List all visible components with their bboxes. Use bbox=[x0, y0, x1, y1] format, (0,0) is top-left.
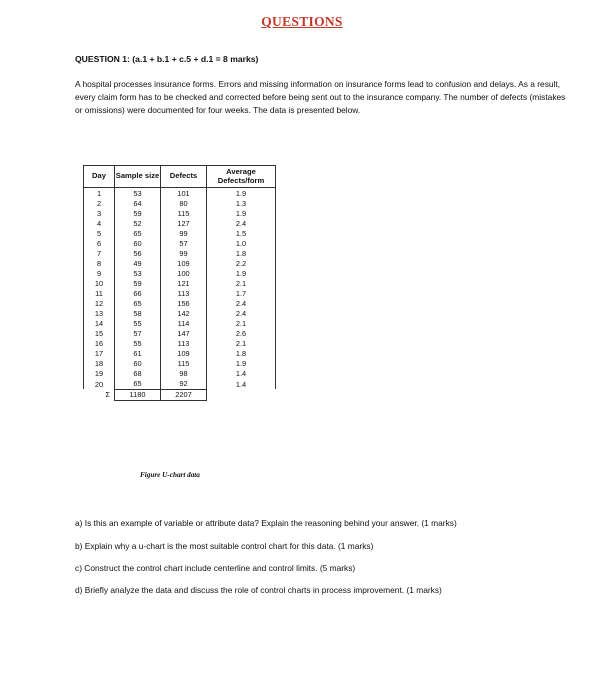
table-row bbox=[84, 288, 276, 298]
table-caption: Figure U-chart data bbox=[140, 471, 200, 479]
table-row bbox=[84, 339, 276, 349]
cell-average-defects: 1.9 bbox=[207, 208, 276, 218]
table-row bbox=[84, 278, 276, 288]
sum-symbol: Σ bbox=[105, 390, 110, 400]
cell-defects: 100 bbox=[161, 268, 207, 278]
cell-defects: 115 bbox=[161, 359, 207, 369]
cell-defects: 92 bbox=[161, 379, 207, 390]
table-row bbox=[84, 369, 276, 379]
cell-sample-size: 60 bbox=[115, 359, 161, 369]
header-day: Day bbox=[84, 166, 115, 188]
table-row bbox=[84, 379, 276, 390]
table-row bbox=[84, 268, 276, 278]
cell-average-defects: 2.1 bbox=[207, 319, 276, 329]
cell-defects: 80 bbox=[161, 198, 207, 208]
cell-defects: 109 bbox=[161, 349, 207, 359]
cell-sample-size: 65 bbox=[115, 379, 161, 390]
cell-sample-size: 53 bbox=[115, 268, 161, 278]
sum-empty bbox=[207, 389, 276, 400]
cell-defects: 109 bbox=[161, 258, 207, 268]
table-row bbox=[84, 188, 276, 199]
cell-defects: 114 bbox=[161, 319, 207, 329]
cell-average-defects: 2.1 bbox=[207, 278, 276, 288]
cell-day: 12 bbox=[84, 299, 115, 309]
cell-sample-size: 65 bbox=[115, 299, 161, 309]
table-row bbox=[84, 319, 276, 329]
question-c: c) Construct the control chart include centerline and control limits. (5 marks) bbox=[75, 563, 356, 573]
table-row bbox=[84, 349, 276, 359]
table-row bbox=[84, 238, 276, 248]
cell-day: 20 bbox=[84, 379, 115, 390]
cell-sample-size: 55 bbox=[115, 339, 161, 349]
question-d: d) Briefly analyze the data and discuss the role of control charts in process improvement. (1 marks) bbox=[75, 585, 442, 595]
cell-average-defects: 1.0 bbox=[207, 238, 276, 248]
cell-day: 1 bbox=[84, 188, 115, 199]
table-sum-row bbox=[84, 389, 276, 400]
cell-average-defects: 1.5 bbox=[207, 228, 276, 238]
cell-sample-size: 53 bbox=[115, 188, 161, 199]
table-row bbox=[84, 228, 276, 238]
cell-day: 4 bbox=[84, 218, 115, 228]
cell-average-defects: 1.3 bbox=[207, 198, 276, 208]
table-row bbox=[84, 208, 276, 218]
cell-average-defects: 1.8 bbox=[207, 349, 276, 359]
question-heading: QUESTION 1: (a.1 + b.1 + c.5 + d.1 = 8 marks) bbox=[75, 54, 259, 64]
cell-defects: 113 bbox=[161, 339, 207, 349]
table-row bbox=[84, 248, 276, 258]
cell-defects: 98 bbox=[161, 369, 207, 379]
table-row bbox=[84, 359, 276, 369]
cell-average-defects: 1.7 bbox=[207, 288, 276, 298]
table-row bbox=[84, 299, 276, 309]
cell-average-defects: 1.9 bbox=[207, 188, 276, 199]
cell-day: 3 bbox=[84, 208, 115, 218]
cell-day: 2 bbox=[84, 198, 115, 208]
cell-average-defects: 2.4 bbox=[207, 299, 276, 309]
table-header-row bbox=[84, 166, 276, 188]
u-chart-data-table bbox=[83, 165, 276, 401]
cell-average-defects: 2.4 bbox=[207, 218, 276, 228]
cell-day: 9 bbox=[84, 268, 115, 278]
sum-sample-size: 1180 bbox=[115, 389, 161, 400]
cell-sample-size: 61 bbox=[115, 349, 161, 359]
cell-sample-size: 52 bbox=[115, 218, 161, 228]
cell-sample-size: 59 bbox=[115, 208, 161, 218]
cell-defects: 115 bbox=[161, 208, 207, 218]
table-body bbox=[84, 188, 276, 390]
cell-defects: 99 bbox=[161, 248, 207, 258]
cell-sample-size: 59 bbox=[115, 278, 161, 288]
cell-day: 6 bbox=[84, 238, 115, 248]
cell-day: 18 bbox=[84, 359, 115, 369]
cell-average-defects: 2.6 bbox=[207, 329, 276, 339]
question-a: a) Is this an example of variable or attribute data? Explain the reasoning behind your answer. (1 marks) bbox=[75, 518, 457, 528]
cell-day: 10 bbox=[84, 278, 115, 288]
cell-day: 5 bbox=[84, 228, 115, 238]
cell-day: 8 bbox=[84, 258, 115, 268]
table-row bbox=[84, 258, 276, 268]
cell-defects: 57 bbox=[161, 238, 207, 248]
cell-day: 15 bbox=[84, 329, 115, 339]
intro-paragraph: A hospital processes insurance forms. Errors and missing information on insurance forms lead to confusion and delays. As a result, every claim form has to be checked and corrected before being sent out to the insurance company. The number of defects (mistakes or omissions) were documented for four weeks. The data is presented below. bbox=[75, 79, 566, 116]
cell-sample-size: 68 bbox=[115, 369, 161, 379]
cell-average-defects: 1.4 bbox=[207, 379, 276, 390]
cell-sample-size: 55 bbox=[115, 319, 161, 329]
header-defects: Defects bbox=[161, 166, 207, 188]
cell-sample-size: 56 bbox=[115, 248, 161, 258]
cell-defects: 113 bbox=[161, 288, 207, 298]
cell-day: 17 bbox=[84, 349, 115, 359]
cell-day: 19 bbox=[84, 369, 115, 379]
cell-defects: 99 bbox=[161, 228, 207, 238]
cell-average-defects: 1.9 bbox=[207, 359, 276, 369]
cell-average-defects: 1.4 bbox=[207, 369, 276, 379]
cell-average-defects: 2.1 bbox=[207, 339, 276, 349]
page-title: QUESTIONS bbox=[261, 14, 343, 29]
cell-defects: 121 bbox=[161, 278, 207, 288]
cell-average-defects: 2.2 bbox=[207, 258, 276, 268]
cell-day: 7 bbox=[84, 248, 115, 258]
cell-defects: 147 bbox=[161, 329, 207, 339]
cell-sample-size: 65 bbox=[115, 228, 161, 238]
cell-average-defects: 1.8 bbox=[207, 248, 276, 258]
cell-defects: 156 bbox=[161, 299, 207, 309]
table-row bbox=[84, 329, 276, 339]
cell-average-defects: 1.9 bbox=[207, 268, 276, 278]
header-sample-size: Sample size bbox=[115, 166, 161, 188]
header-average-defects: Average Defects/form bbox=[207, 166, 276, 188]
cell-defects: 127 bbox=[161, 218, 207, 228]
cell-day: 11 bbox=[84, 288, 115, 298]
cell-sample-size: 57 bbox=[115, 329, 161, 339]
cell-day: 16 bbox=[84, 339, 115, 349]
table-row bbox=[84, 198, 276, 208]
cell-day: 14 bbox=[84, 319, 115, 329]
sum-defects: 2207 bbox=[161, 389, 207, 400]
cell-sample-size: 60 bbox=[115, 238, 161, 248]
cell-defects: 101 bbox=[161, 188, 207, 199]
cell-sample-size: 49 bbox=[115, 258, 161, 268]
cell-sample-size: 66 bbox=[115, 288, 161, 298]
table-row bbox=[84, 309, 276, 319]
cell-defects: 142 bbox=[161, 309, 207, 319]
table-row bbox=[84, 218, 276, 228]
question-b: b) Explain why a u-chart is the most suitable control chart for this data. (1 marks) bbox=[75, 541, 374, 551]
cell-sample-size: 58 bbox=[115, 309, 161, 319]
cell-day: 13 bbox=[84, 309, 115, 319]
cell-sample-size: 64 bbox=[115, 198, 161, 208]
cell-average-defects: 2.4 bbox=[207, 309, 276, 319]
